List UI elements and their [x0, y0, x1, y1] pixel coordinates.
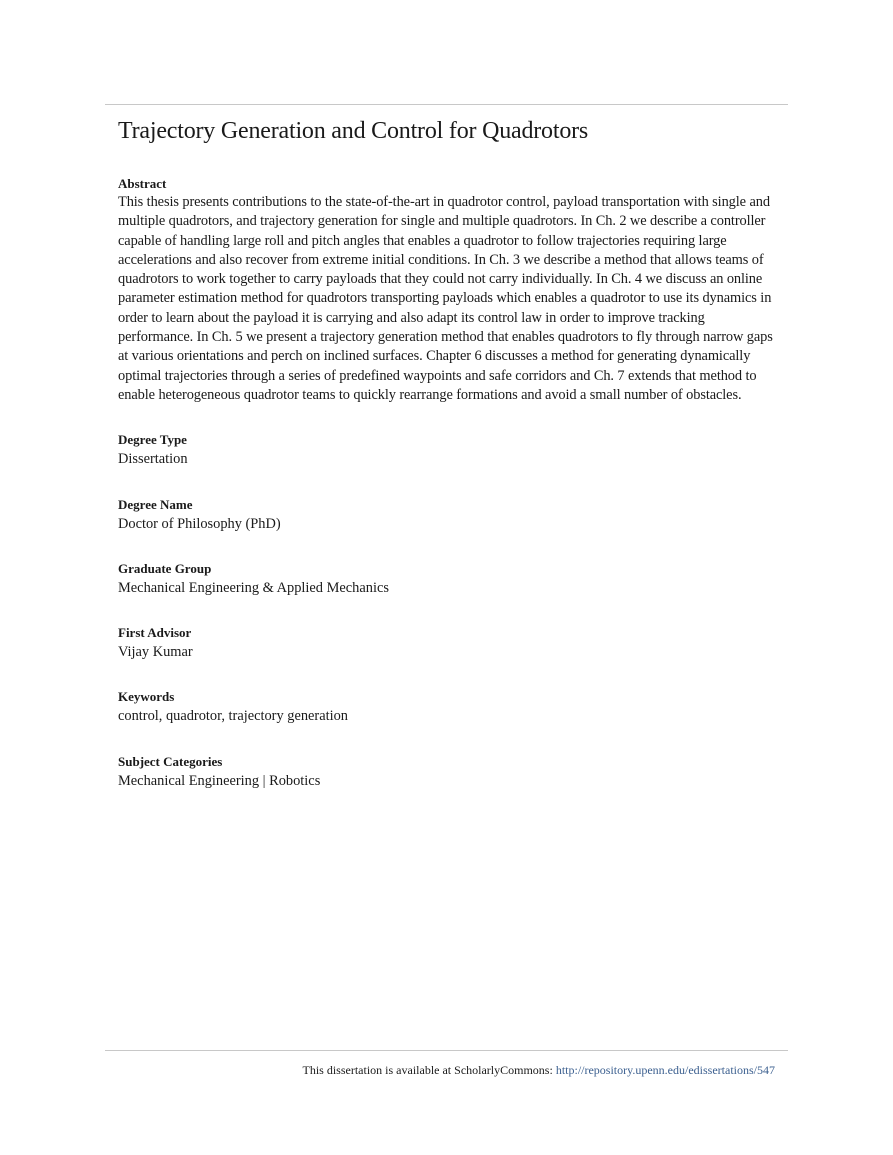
field-label: Degree Type	[118, 432, 187, 448]
field-label: Subject Categories	[118, 753, 223, 769]
abstract-text: This thesis presents contributions to the state-of-the-art in quadrotor control, payload transportation with single and multiple quadrotors, and trajectory generation for single and multiple quadrotors. In Ch. 2 we describe a controller capable of handling large roll and pitch angles that enables a quadrotor to follow trajectories requiring large accelerations and also recover from extreme initial conditions. In Ch. 3 we describe a method that allows teams of quadrotors to work together to carry payloads that they could not carry individually. In Ch. 4 we discuss an online parameter estimation method for quadrotors transporting payloads which enables a quadrotor to use its dynamics in order to learn about the payload it is carrying and also adapt its control law in order to improve tracking performance. In Ch. 5 we present a trajectory generation method that enables quadrotors to fly through narrow gaps at various orientations and perch on inclined surfaces. Chapter 6 discusses a method for generating dynamically optimal trajectories through a series of predefined waypoints and safe corridors and Ch. 7 extends that method to enable heterogeneous quadrotor teams to quickly rearrange formations and avoid a small number of obstacles.	[118, 194, 773, 403]
field-value: Doctor of Philosophy (PhD)	[118, 515, 281, 532]
field-label: Graduate Group	[118, 560, 212, 576]
field-label: Degree Name	[118, 496, 193, 512]
repository-link[interactable]: http://repository.upenn.edu/edissertations/547	[555, 1063, 775, 1077]
field-subject-categories	[118, 754, 778, 791]
document-body	[118, 114, 778, 791]
field-label: Keywords	[118, 689, 175, 705]
bottom-divider	[105, 1050, 788, 1051]
availability-footer	[303, 1062, 775, 1078]
abstract-section	[118, 176, 778, 405]
field-value: Mechanical Engineering & Applied Mechanics	[118, 579, 389, 596]
field-value: Dissertation	[118, 451, 188, 468]
field-value: Mechanical Engineering | Robotics	[118, 772, 321, 789]
document-title: Trajectory Generation and Control for Quadrotors	[118, 118, 589, 144]
abstract-label: Abstract	[118, 176, 167, 191]
field-value: control, quadrotor, trajectory generation	[118, 708, 348, 725]
field-degree-name	[118, 497, 778, 534]
field-value: Vijay Kumar	[118, 644, 193, 661]
top-divider	[105, 104, 788, 105]
field-first-advisor	[118, 625, 778, 662]
footer-text: This dissertation is available at ScholarlyCommons:	[302, 1063, 556, 1077]
field-keywords	[118, 689, 778, 726]
field-label: First Advisor	[118, 625, 192, 641]
field-degree-type	[118, 432, 778, 469]
field-graduate-group	[118, 561, 778, 598]
